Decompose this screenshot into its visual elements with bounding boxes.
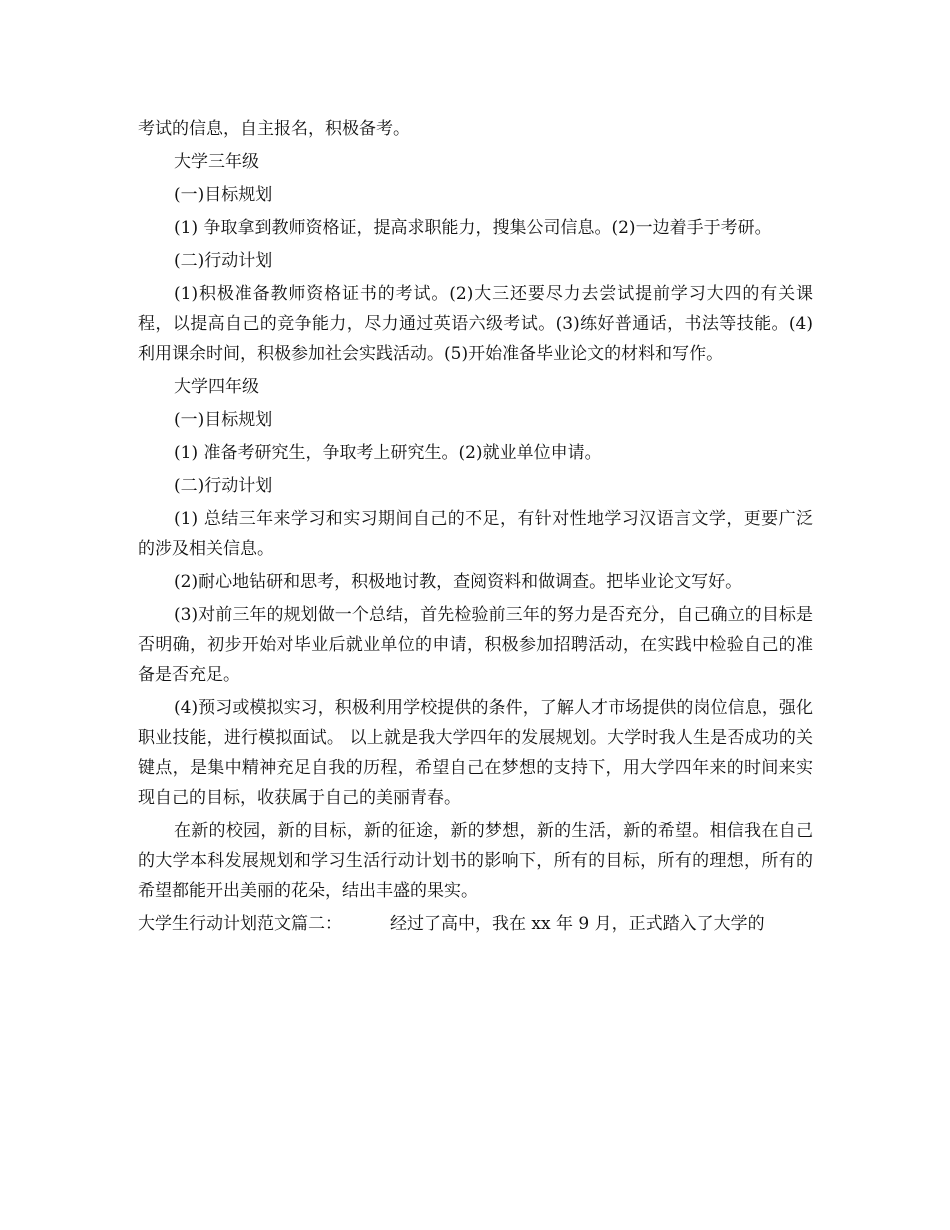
- paragraph: 在新的校园，新的目标，新的征途，新的梦想，新的生活，新的希望。相信我在自己的大学本科发展规划和学习生活行动计划书的影响下，所有的目标，所有的理想，所有的希望都能开出美丽的花朵，结出丰盛的果实。: [138, 821, 813, 901]
- next-article-line: [138, 909, 813, 939]
- section-heading-year-four: 大学四年级: [174, 377, 259, 397]
- next-article-text: 经过了高中，我在 xx 年 9 月，正式踏入了大学的: [390, 914, 765, 934]
- subheading-action-plan: (二)行动计划: [174, 476, 273, 496]
- subheading-action-plan: (二)行动计划: [174, 251, 273, 271]
- section-heading-year-three: 大学三年级: [174, 152, 259, 172]
- paragraph: (1)积极准备教师资格证书的考试。(2)大三还要尽力去尝试提前学习大四的有关课程，以提高自己的竞争能力，尽力通过英语六级考试。(3)练好普通话，书法等技能。(4)利用课余时间，积极参加社会实践活动。(5)开始准备毕业论文的材料和写作。: [138, 284, 813, 364]
- subheading-goal-plan: (一)目标规划: [174, 185, 273, 205]
- paragraph: (2)耐心地钻研和思考，积极地讨教，查阅资料和做调查。把毕业论文写好。: [174, 572, 743, 592]
- paragraph: (3)对前三年的规划做一个总结，首先检验前三年的努力是否充分，自己确立的目标是否明确，初步开始对毕业后就业单位的申请，积极参加招聘活动，在实践中检验自己的准备是否充足。: [138, 605, 813, 685]
- paragraph: 考试的信息，自主报名，积极备考。: [138, 119, 410, 139]
- next-article-heading: 大学生行动计划范文篇二：: [138, 914, 342, 934]
- paragraph: (1) 争取拿到教师资格证，提高求职能力，搜集公司信息。(2)一边着手于考研。: [174, 218, 772, 238]
- subheading-goal-plan: (一)目标规划: [174, 410, 273, 430]
- paragraph: (1) 总结三年来学习和实习期间自己的不足，有针对性地学习汉语言文学，更要广泛的涉及相关信息。: [138, 509, 813, 559]
- document-body: [138, 114, 813, 942]
- paragraph: (4)预习或模拟实习，积极利用学校提供的条件，了解人才市场提供的岗位信息，强化职业技能，进行模拟面试。 以上就是我大学四年的发展规划。大学时我人生是否成功的关键点，是集中精神充足自我的历程，希望自己在梦想的支持下，用大学四年来的时间来实现自己的目标，收获属于自己的美丽青春。: [138, 698, 813, 808]
- paragraph: (1) 准备考研究生，争取考上研究生。(2)就业单位申请。: [174, 443, 602, 463]
